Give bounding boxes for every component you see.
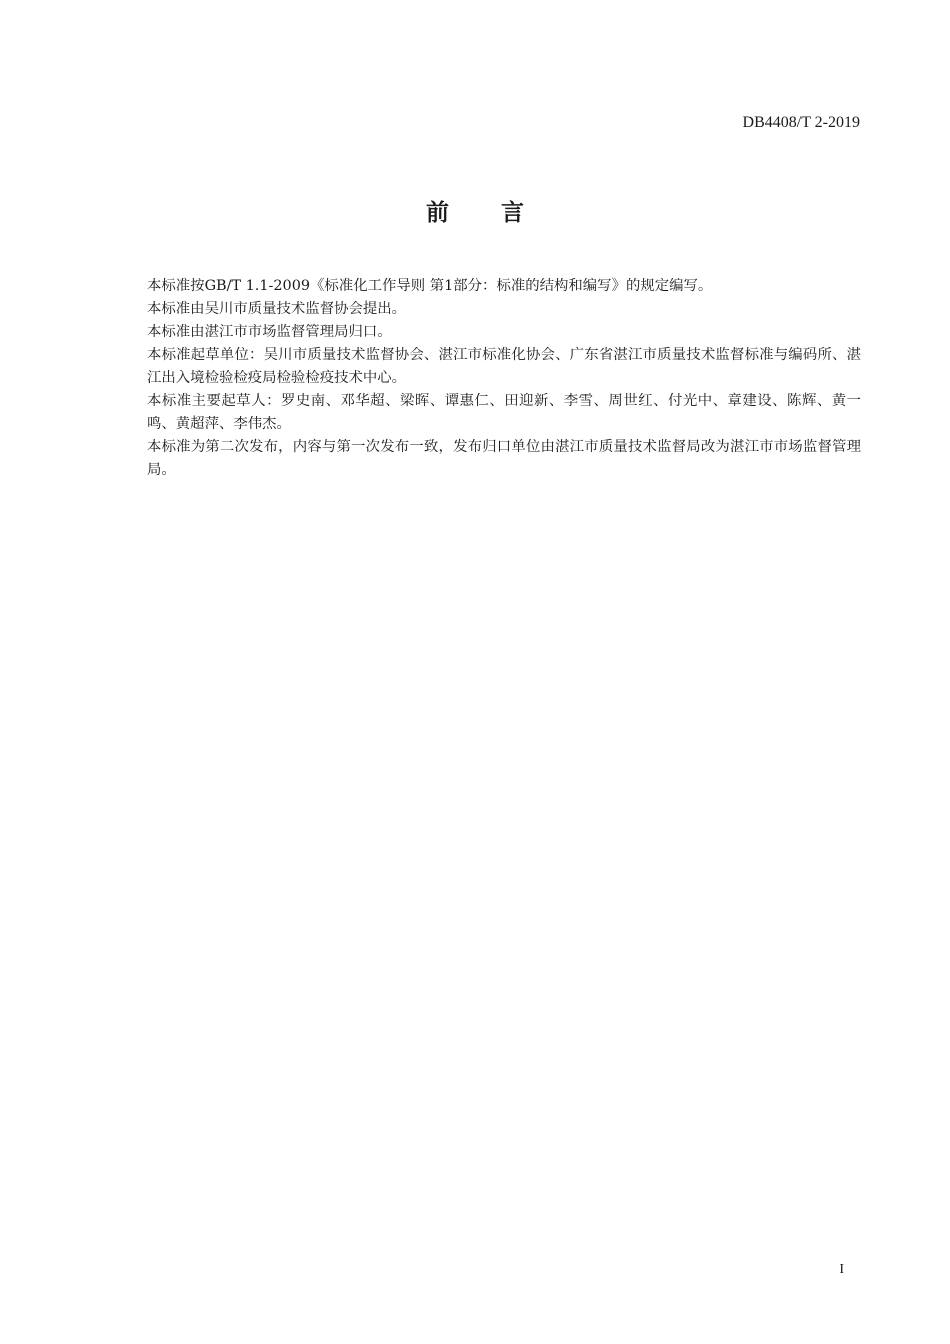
page-number: I [839,1262,844,1277]
paragraph-release-note: 本标准为第二次发布，内容与第一次发布一致，发布归口单位由湛江市质量技术监督局改为湛江市市场监督管理局。 [147,439,861,478]
paragraph-drafting-rules: 本标准按GB/T 1.1-2009《标准化工作导则 第1部分：标准的结构和编写》的规定编写。 [147,278,713,294]
paragraph-proposer: 本标准由吴川市质量技术监督协会提出。 [147,301,407,317]
title-char-2: 言 [501,200,524,226]
paragraph-drafters: 本标准主要起草人：罗史南、邓华超、梁晖、谭惠仁、田迎新、李雪、周世红、付光中、章建设、陈辉、黄一鸣、黄超萍、李伟杰。 [147,393,861,432]
paragraph-drafting-units: 本标准起草单位：吴川市质量技术监督协会、湛江市标准化协会、广东省湛江市质量技术监督标准与编码所、湛江出入境检验检疫局检验检疫技术中心。 [147,347,861,386]
paragraph-administrator: 本标准由湛江市市场监督管理局归口。 [147,324,392,340]
title-char-1: 前 [426,200,449,226]
foreword-body [147,275,861,482]
page-title [0,196,950,230]
document-code: DB4408/T 2-2019 [742,114,860,131]
